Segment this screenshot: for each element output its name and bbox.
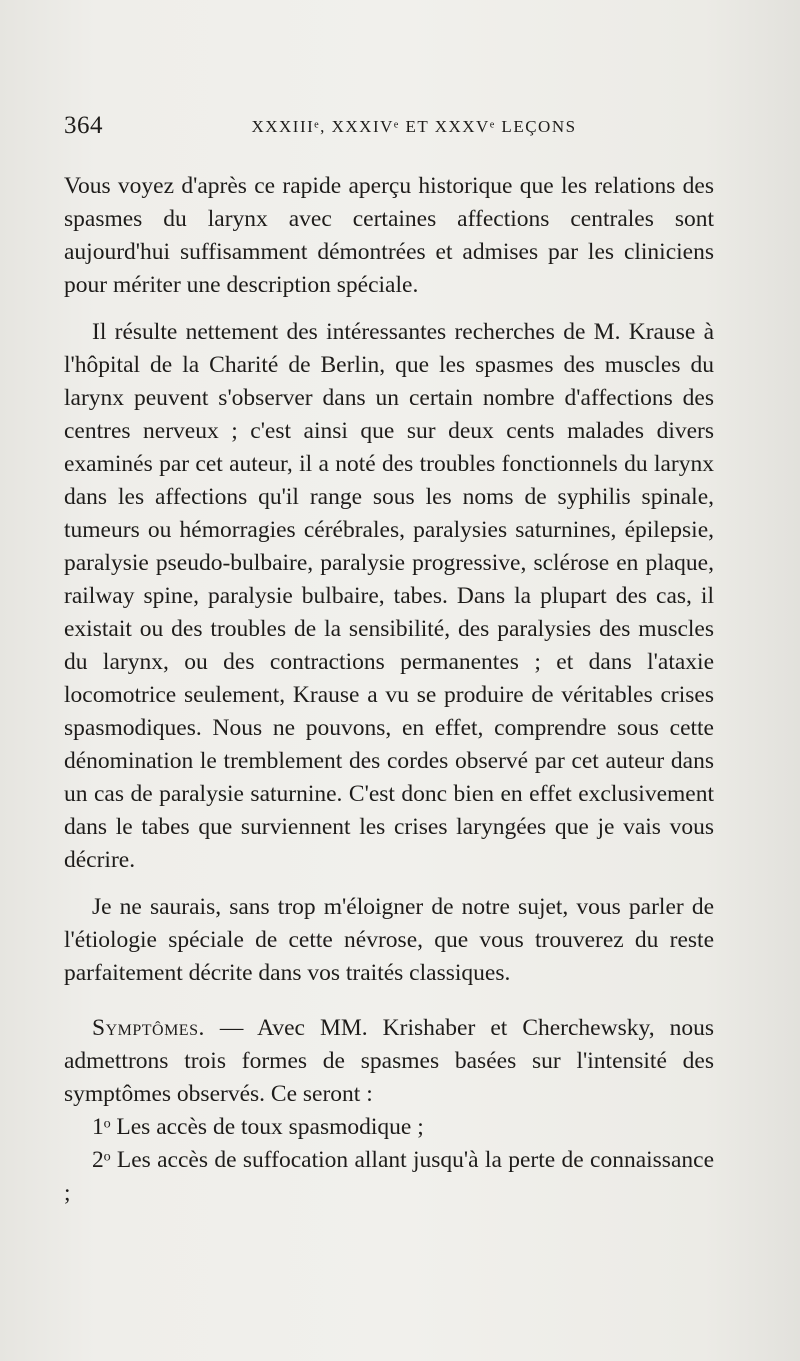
symptoms-heading: Symptômes.: [92, 1015, 205, 1041]
paragraph-2: Il résulte nettement des intéressantes recherches de M. Krause à l'hôpital de la Charité de Berlin, que les spasmes des muscles du larynx peuvent s'observer dans un certain nombre d'affections des centres nerveux ; c'est ainsi que sur deux cents malades divers examinés par cet auteur, il a noté des troubles fonctionnels du larynx dans les affections qu'il range sous les noms de syphilis spinale, tumeurs ou hémorragies cérébrales, paralysies saturnines, épilepsie, paralysie pseudo-bulbaire, paralysie progressive, sclérose en plaque, railway spine, paralysie bulbaire, tabes. Dans la plupart des cas, il existait ou des troubles de la sensibilité, des paralysies des muscles du larynx, ou des contractions permanentes ; et dans l'ataxie locomotrice seulement, Krause a vu se produire de véritables crises spasmodiques. Nous ne pouvons, en effet, comprendre sous cette dénomination le tremblement des cordes observé par cet auteur dans un cas de paralysie saturnine. C'est donc bien en effet exclusivement dans le tabes que surviennent les crises laryngées que je vais vous décrire.: [64, 319, 714, 873]
paragraph-3: Je ne saurais, sans trop m'éloigner de notre sujet, vous parler de l'étiologie spéciale de cette névrose, que vous trouverez du reste parfaitement décrite dans vos traités classiques.: [64, 894, 714, 986]
running-head: XXXIIIᵉ, XXXIVᵉ ET XXXVᵉ LEÇONS: [251, 117, 577, 136]
page-number: 364: [64, 112, 103, 139]
paragraph-1: Vous voyez d'après ce rapide aperçu historique que les relations des spasmes du larynx avec certaines affections centrales sont aujourd'hui suffisamment démontrées et admises par les cliniciens pour mériter une description spéciale.: [64, 173, 714, 298]
page-body: [64, 170, 714, 1210]
list-item-1: 1ᵒ Les accès de toux spasmodique ;: [92, 1114, 424, 1140]
page-header: [64, 112, 724, 146]
list-item-2: 2ᵒ Les accès de suffocation allant jusqu'à la perte de connaissance ;: [64, 1147, 714, 1206]
symptoms-text: — Avec MM. Krishaber et Cherchewsky, nous admettrons trois formes de spasmes basées sur l'intensité des symptômes observés. Ce seront :: [64, 1015, 714, 1107]
symptoms-paragraph: [64, 1012, 714, 1111]
